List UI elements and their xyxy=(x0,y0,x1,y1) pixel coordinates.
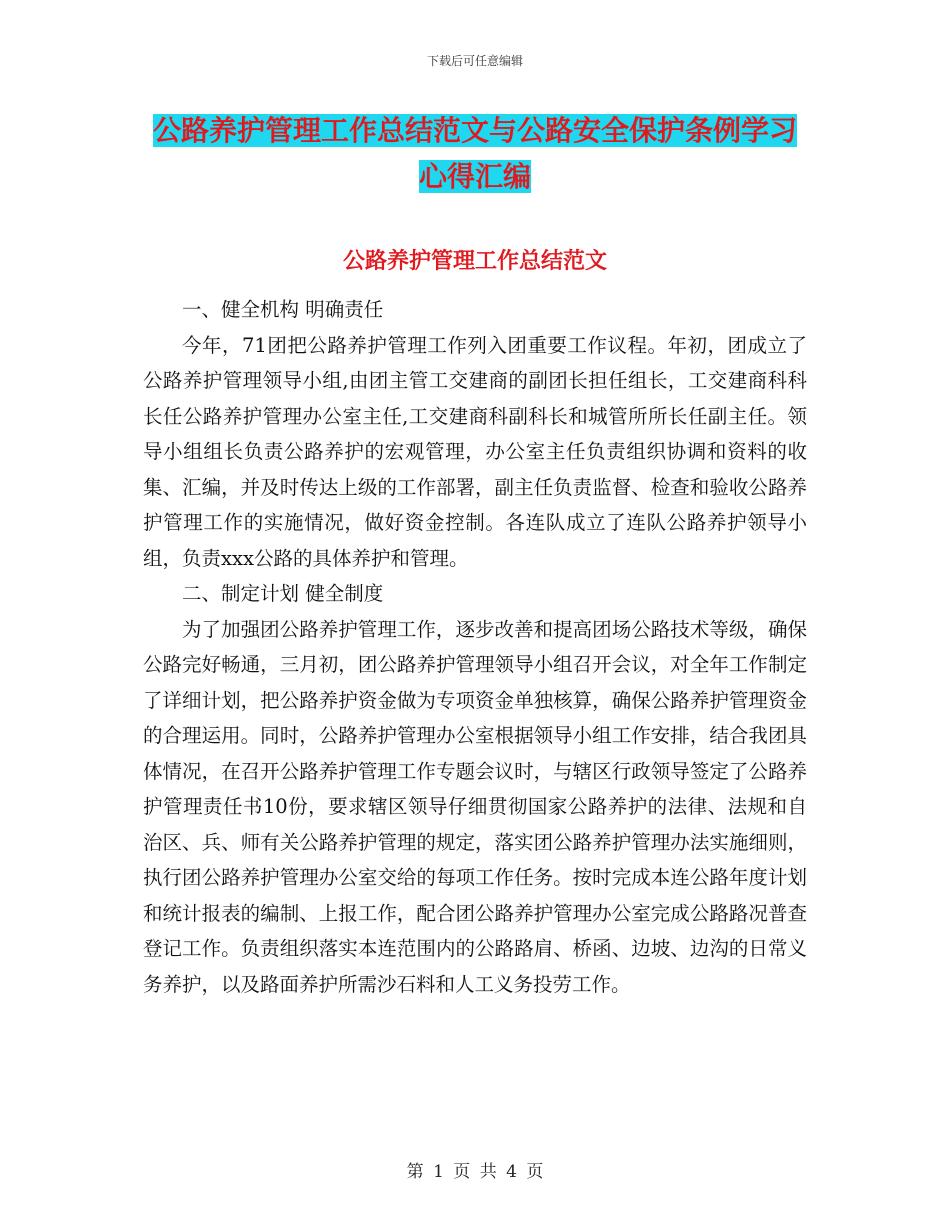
document-body xyxy=(143,292,807,1002)
header-note: 下载后可任意编辑 xyxy=(426,54,523,68)
heading-paragraph-2: 二、制定计划 健全制度 xyxy=(182,582,384,605)
body-paragraph-2: 为了加强团公路养护管理工作，逐步改善和提高团场公路技术等级，确保公路完好畅通，三月初，团公路养护管理领导小组召开会议，对全年工作制定了详细计划，把公路养护资金做为专项资金单独核算，确保公路养护管理资金的合理运用。同时，公路养护管理办公室根据领导小组工作安排，结合我团具体情况，在召开公路养护管理工作专题会议时，与辖区行政领导签定了公路养护管理责任书10份，要求辖区领导仔细贯彻国家公路养护的法律、法规和自治区、兵、师有关公路养护管理的规定，落实团公路养护管理办法实施细则，执行团公路养护管理办公室交给的每项工作任务。按时完成本连公路年度计划和统计报表的编制、上报工作，配合团公路养护管理办公室完成公路路况普查登记工作。负责组织落实本连范围内的公路路肩、桥函、边坡、边沟的日常义务养护，以及路面养护所需沙石料和人工义务投劳工作。 xyxy=(143,617,807,996)
document-title-line1: 公路养护管理工作总结范文与公路安全保护条例学习 xyxy=(152,114,797,147)
body-paragraph-1: 今年，71团把公路养护管理工作列入团重要工作议程。年初，团成立了公路养护管理领导小组,由团主管工交建商的副团长担任组长，工交建商科科长任公路养护管理办公室主任,工交建商科副科长和城管所所长任副主任。领导小组组长负责公路养护的宏观管理，办公室主任负责组织协调和资料的收集、汇编，并及时传达上级的工作部署，副主任负责监督、检查和验收公路养护管理工作的实施情况，做好资金控制。各连队成立了连队公路养护领导小组，负责xxx公路的具体养护和管理。 xyxy=(143,333,807,570)
heading-paragraph-1: 一、健全机构 明确责任 xyxy=(182,298,384,321)
document-title-line2: 心得汇编 xyxy=(418,160,531,193)
document-title xyxy=(140,108,810,200)
page-footer: 第 1 页 共 4 页 xyxy=(406,1162,544,1182)
section-title: 公路养护管理工作总结范文 xyxy=(342,248,607,274)
